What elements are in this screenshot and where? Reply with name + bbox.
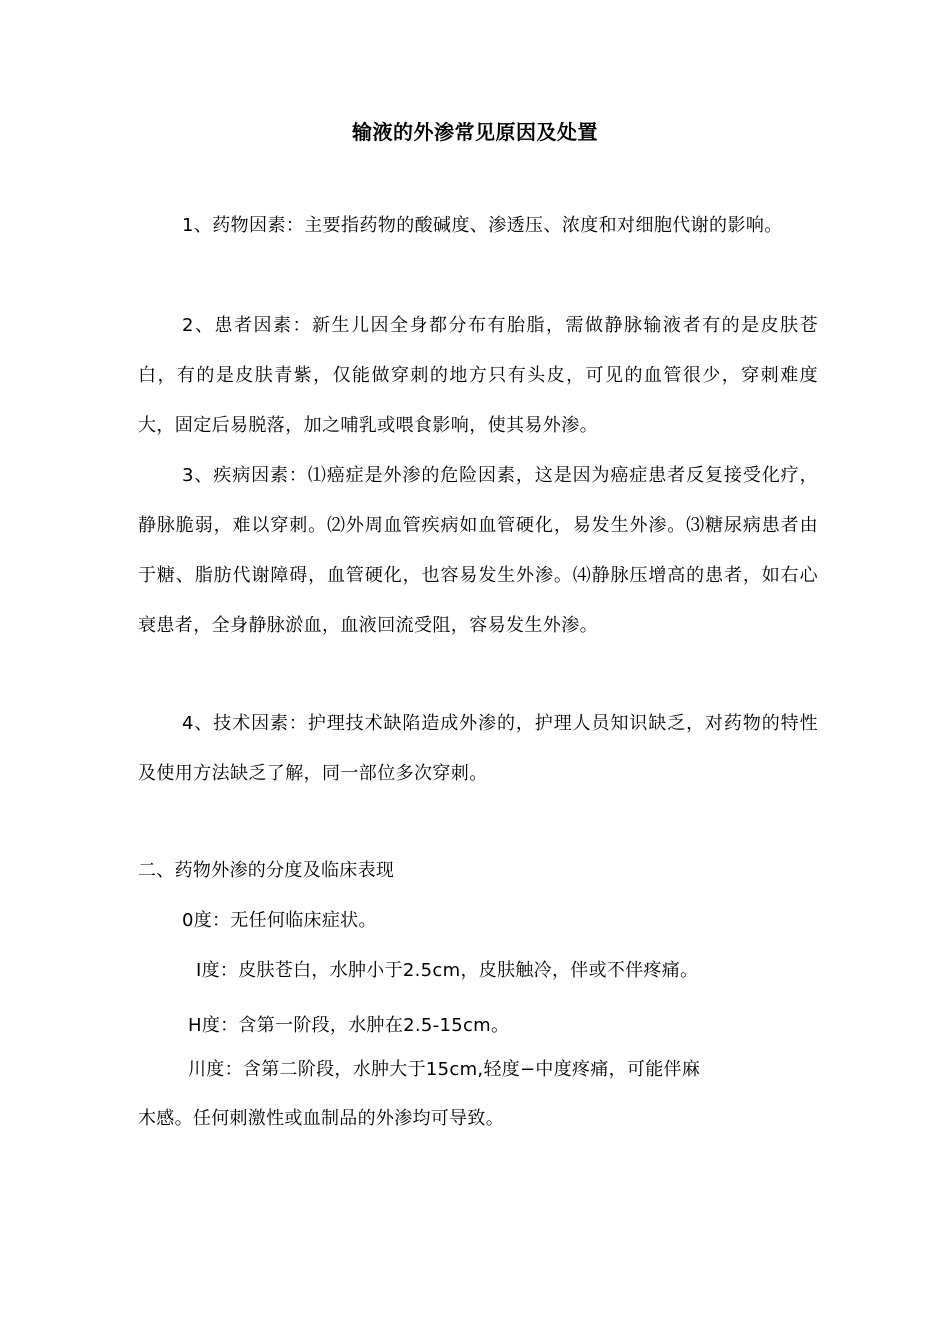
paragraph-drug-factors: 1、药物因素：主要指药物的酸碱度、渗透压、浓度和对细胞代谢的影响。 <box>182 215 783 236</box>
document-title: 输液的外渗常见原因及处置 <box>352 120 598 144</box>
grade-2-line: H度：含第一阶段，水肿在2.5-15cm。 <box>188 1015 510 1036</box>
grade-1-line: I度：皮肤苍白，水肿小于2.5cm，皮肤触冷，伴或不伴疼痛。 <box>196 960 699 981</box>
paragraph-disease-factors: 3、疾病因素：⑴癌症是外渗的危险因素，这是因为癌症患者反复接受化疗，静脉脆弱，难以穿刺。⑵外周血管疾病如血管硬化，易发生外渗。⑶糖尿病患者由于糖、脂肪代谢障碍，血管硬化，也容易发生外渗。⑷静脉压增高的患者，如右心衰患者，全身静脉淤血，血液回流受阻，容易发生外渗。 <box>138 465 818 636</box>
grade-3-line-2: 木感。任何刺激性或血制品的外渗均可导致。 <box>138 1108 504 1129</box>
grade-0-line: 0度：无任何临床症状。 <box>182 910 377 931</box>
paragraph-technical-factors: 4、技术因素：护理技术缺陷造成外渗的，护理人员知识缺乏，对药物的特性及使用方法缺乏了解，同一部位多次穿刺。 <box>138 713 818 784</box>
paragraph-patient-factors: 2、患者因素：新生儿因全身都分布有胎脂，需做静脉输液者有的是皮肤苍白，有的是皮肤青紫，仅能做穿刺的地方只有头皮，可见的血管很少，穿刺难度大，固定后易脱落，加之哺乳或喂食影响，使其易外渗。 <box>138 315 818 436</box>
grade-3-line-1: 川度：含第二阶段，水肿大于15cm,轻度−中度疼痛，可能伴麻 <box>188 1059 701 1080</box>
section-heading-grading: 二、药物外渗的分度及临床表现 <box>138 860 395 881</box>
